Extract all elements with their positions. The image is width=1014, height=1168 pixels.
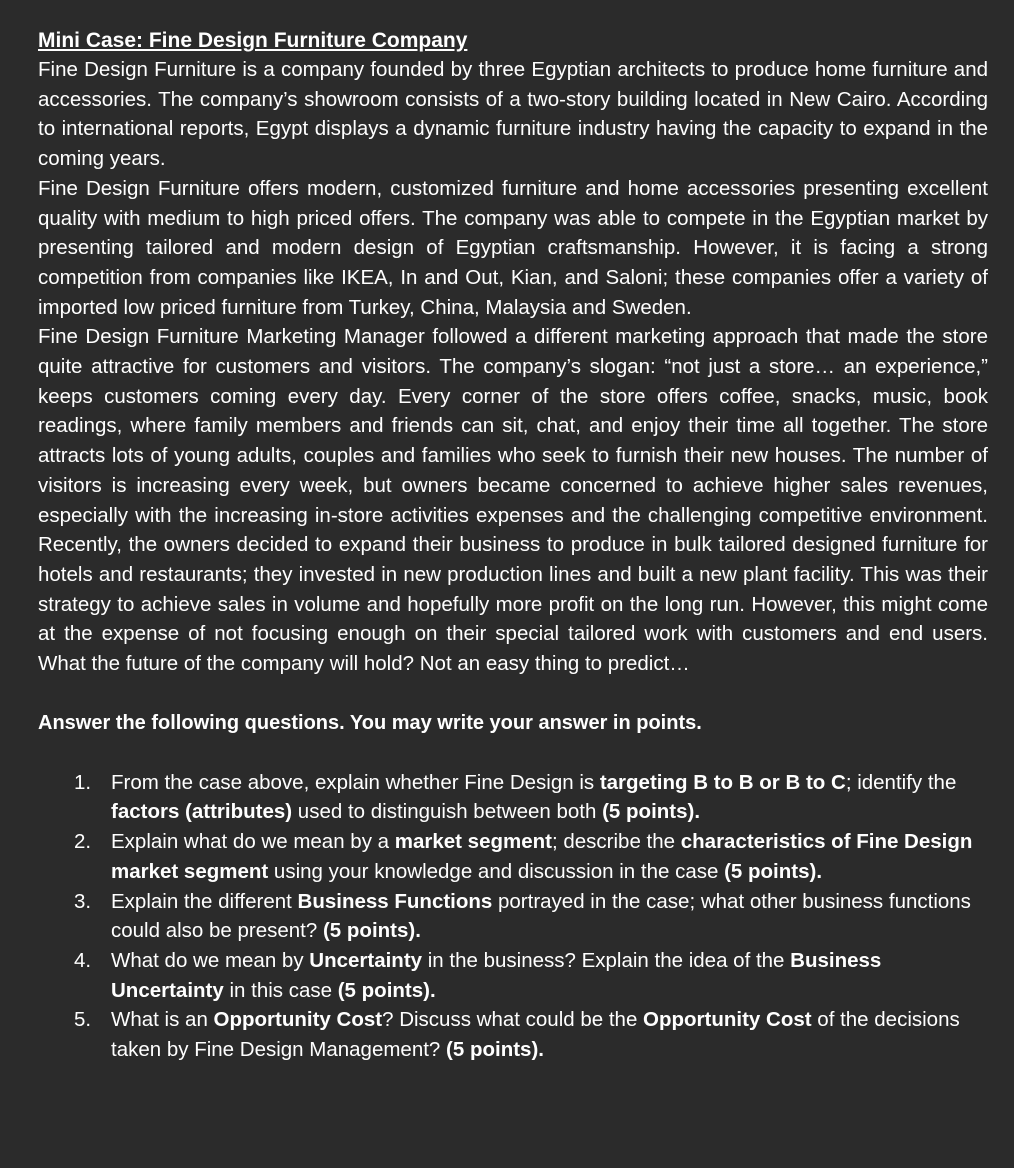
question-emphasis: factors (attributes) bbox=[111, 800, 293, 824]
question-emphasis: characteristics of Fine Design market segment bbox=[111, 830, 973, 883]
question-emphasis: Opportunity Cost bbox=[213, 1008, 383, 1032]
question-text: portrayed in the case; what other business functions could also be present? bbox=[111, 889, 971, 943]
question-points: (5 points). bbox=[602, 800, 701, 824]
question-text: What is an bbox=[111, 1008, 214, 1032]
case-paragraph-intro: Fine Design Furniture is a company founded by three Egyptian architects to produce home furniture and accessories. The company’s showroom consists of a two-story building located in New Cairo. According to international reports, Egypt displays a dynamic furniture industry having the capacity to expand in the coming years. bbox=[38, 58, 988, 171]
question-item bbox=[38, 946, 988, 1005]
questions-list bbox=[38, 768, 988, 1065]
question-number: 5. bbox=[74, 1008, 92, 1032]
question-item bbox=[38, 887, 988, 946]
question-text: From the case above, explain whether Fine Design is bbox=[111, 770, 600, 794]
case-title: Mini Case: Fine Design Furniture Company bbox=[38, 29, 468, 52]
question-text: Explain what do we mean by a bbox=[111, 830, 395, 854]
question-points: (5 points). bbox=[446, 1038, 544, 1062]
question-number: 1. bbox=[74, 770, 92, 794]
question-emphasis: Business Functions bbox=[297, 889, 493, 913]
question-points: (5 points). bbox=[337, 978, 436, 1002]
question-text: What do we mean by bbox=[111, 948, 310, 972]
question-emphasis: Opportunity Cost bbox=[643, 1008, 812, 1032]
question-points: (5 points). bbox=[322, 919, 421, 943]
question-emphasis: Uncertainty bbox=[309, 948, 423, 972]
question-item bbox=[38, 1005, 988, 1064]
question-points: (5 points). bbox=[724, 859, 823, 883]
question-text: ; describe the bbox=[551, 830, 681, 854]
question-text: ? Discuss what could be the bbox=[382, 1008, 644, 1032]
question-text: of the decisions taken by Fine Design Management? bbox=[111, 1008, 960, 1062]
question-text: using your knowledge and discussion in the case bbox=[268, 859, 725, 883]
question-item bbox=[38, 768, 988, 827]
question-text: ; identify the bbox=[845, 770, 957, 794]
question-item bbox=[38, 827, 988, 886]
case-paragraph-competition: Fine Design Furniture offers modern, customized furniture and home accessories presenting excellent quality with medium to high priced offers. The company was able to compete in the Egyptian market by presenting tailored and modern design of Egyptian craftsmanship. However, it is facing a strong competition from companies like IKEA, In and Out, Kian, and Saloni; these companies offer a variety of imported low priced furniture from Turkey, China, Malaysia and Sweden. bbox=[38, 176, 988, 319]
question-text: in the business? Explain the idea of the bbox=[422, 948, 791, 972]
case-paragraph-marketing: Fine Design Furniture Marketing Manager followed a different marketing approach that made the store quite attractive for customers and visitors. The company’s slogan: “not just a store… an experience,” keeps customers coming every day. Every corner of the store offers coffee, snacks, music, book readings, where family members and friends can sit, chat, and enjoy their time all together. The store attracts lots of young adults, couples and families who seek to furnish their new houses. The number of visitors is increasing every week, but owners became concerned to achieve higher sales revenues, especially with the increasing in-store activities expenses and the challenging competitive environment. Recently, the owners decided to expand their business to produce in bulk tailored designed furniture for hotels and restaurants; they invested in new production lines and built a new plant facility. This was their strategy to achieve sales in volume and hopefully more profit on the long run. However, this might come at the expense of not focusing enough on their special tailored work with customers and end users. What the future of the company will hold? Not an easy thing to predict… bbox=[38, 325, 988, 676]
questions-instruction: Answer the following questions. You may write your answer in points. bbox=[38, 711, 702, 734]
question-text: Explain the different bbox=[111, 889, 298, 913]
question-number: 4. bbox=[74, 948, 92, 972]
question-text: used to distinguish between both bbox=[292, 800, 603, 824]
question-number: 3. bbox=[74, 889, 92, 913]
question-emphasis: market segment bbox=[394, 830, 552, 854]
question-emphasis: targeting B to B or B to C bbox=[599, 770, 846, 794]
question-emphasis: Business Uncertainty bbox=[111, 948, 882, 1002]
question-number: 2. bbox=[74, 830, 92, 854]
question-text: in this case bbox=[223, 978, 338, 1002]
